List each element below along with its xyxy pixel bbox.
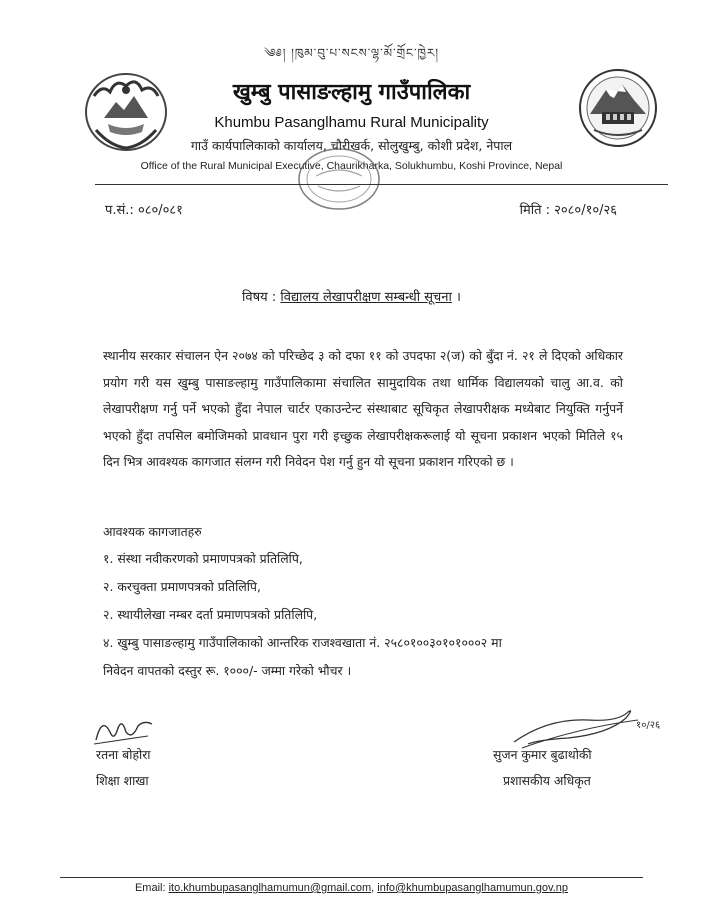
office-address-nepali: गाउँ कार्यपालिकाको कार्यालय, चौरीखर्क, सोलुखुम्बु, कोशी प्रदेश, नेपाल xyxy=(190,138,513,153)
email-separator: , xyxy=(371,882,375,894)
date-label: मिति : xyxy=(519,203,551,218)
municipality-name-nepali: खुम्बु पासाङल्हामु गाउँपालिका xyxy=(232,80,471,105)
email-label: Email: xyxy=(134,882,166,894)
email-link-gmail[interactable]: ito.khumbupasanglhamumun@gmail.com xyxy=(168,882,372,894)
date-value: २०८०/१०/२६ xyxy=(554,203,617,218)
signature-left-icon xyxy=(88,710,158,750)
reference-number xyxy=(105,200,183,218)
document-item: ४. खुम्बु पासाङल्हामु गाउँपालिकाको आन्तरिक राजश्वखाता नं. २५८०१००३०१०१०००२ मा xyxy=(103,635,502,650)
footer-contact xyxy=(0,882,703,894)
subject-text: विद्यालय लेखापरीक्षण सम्बन्धी सूचना xyxy=(280,290,452,305)
right-signatory-role: प्रशासकीय अधिकृत xyxy=(503,773,591,788)
subject-end: । xyxy=(456,290,461,305)
document-item: निवेदन वापतको दस्तुर रू. १०००/- जम्मा गरेको भौचर । xyxy=(103,663,352,678)
tibetan-title: ༄༅། །ཁུམ་བུ་པ་སངས་ལྷ་མོ་གྲོང་ཁྱེར། xyxy=(263,46,440,60)
subject-label: विषय : xyxy=(242,290,277,305)
footer-divider xyxy=(60,877,643,878)
documents-heading: आवश्यक कागजातहरु xyxy=(103,524,202,539)
subject-line xyxy=(0,287,703,305)
document-date xyxy=(520,200,617,218)
reference-label: प.सं.: xyxy=(105,203,134,218)
official-stamp-icon xyxy=(296,146,382,212)
left-signatory-role: शिक्षा शाखा xyxy=(96,773,149,788)
document-item: २. करचुक्ता प्रमाणपत्रको प्रतिलिपि, xyxy=(103,579,261,594)
notice-body: स्थानीय सरकार संचालन ऐन २०७४ को परिच्छेद ३ को दफा ११ को उपदफा २(ज) को बुँदा नं. २१ ले दिएको अधिकार प्रयोग गरी यस खुम्बु पासाङल्हामु गाउँपालिकामा संचालित सामुदायिक तथा धार्मिक विद्यालयको चालु आ.व. को लेखापरीक्षण गर्नु पर्ने भएको हुँदा नेपाल चार्टर एकाउन्टेन्ट संस्थाबाट सूचिकृत लेखापरीक्षक मध्येबाट नियुक्ति गर्नुपर्ने भएको हुँदा तपसिल बमोजिमको प्रावधान पुरा गरी इच्छुक लेखापरीक्षकरूलाई यो सूचना प्रकाशन भएको मितिले १५ दिन भित्र आवश्यक कागजात संलग्न गरी निवेदन पेश गर्नु हुन यो सूचना प्रकाशन गरिएको छ । xyxy=(103,348,623,469)
header-divider xyxy=(95,184,668,185)
office-address-english: Office of the Rural Municipal Executive, Chaurikharka, Solukhumbu, Koshi Province, Nepal xyxy=(140,160,563,172)
reference-value: ०८०/०८१ xyxy=(137,203,183,218)
document-item: २. स्थायीलेखा नम्बर दर्ता प्रमाणपत्रको प्रतिलिपि, xyxy=(103,607,318,622)
document-item: १. संस्था नवीकरणको प्रमाणपत्रको प्रतिलिपि, xyxy=(103,551,303,566)
right-signatory-name: सुजन कुमार बुढाथोकी xyxy=(493,747,592,762)
municipality-name-english: Khumbu Pasanglhamu Rural Municipality xyxy=(214,114,489,131)
signature-date-note: १०/२६ xyxy=(636,720,661,731)
left-signatory-name: रतना बोहोरा xyxy=(96,747,151,762)
email-link-official[interactable]: info@khumbupasanglhamumun.gov.np xyxy=(377,882,569,894)
required-documents xyxy=(103,519,633,685)
